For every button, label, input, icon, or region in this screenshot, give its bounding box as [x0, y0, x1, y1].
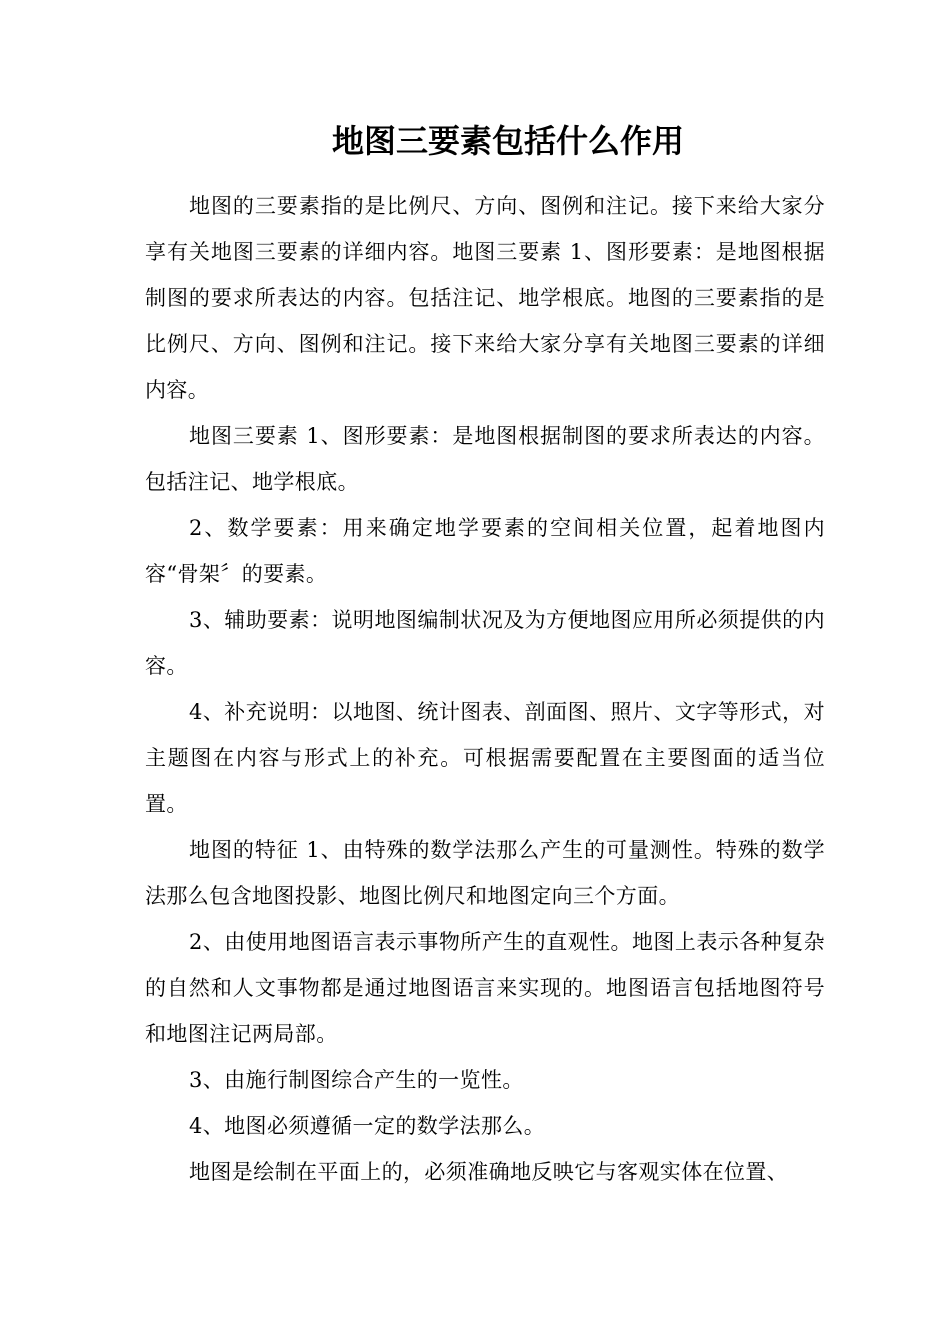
paragraph: 4、补充说明：以地图、统计图表、剖面图、照片、文字等形式，对主题图在内容与形式上的补充。可根据需要配置在主要图面的适当位置。	[145, 700, 825, 816]
document-body	[145, 183, 825, 1195]
paragraph: 2、数学要素：用来确定地学要素的空间相关位置，起着地图内容“骨架〞的要素。	[145, 516, 825, 586]
document-title: 地图三要素包括什么作用	[331, 122, 684, 160]
paragraph: 地图是绘制在平面上的，必须准确地反映它与客观实体在位置、	[189, 1160, 789, 1184]
paragraph: 地图三要素 1、图形要素：是地图根据制图的要求所表达的内容。包括注记、地学根底。	[145, 424, 825, 494]
paragraph: 3、辅助要素：说明地图编制状况及为方便地图应用所必须提供的内容。	[145, 608, 825, 678]
paragraph: 地图的三要素指的是比例尺、方向、图例和注记。接下来给大家分享有关地图三要素的详细内容。地图三要素 1、图形要素：是地图根据制图的要求所表达的内容。包括注记、地学根底。地图的三要素指的是比例尺、方向、图例和注记。接下来给大家分享有关地图三要素的详细内容。	[145, 194, 825, 402]
paragraph: 3、由施行制图综合产生的一览性。	[189, 1068, 524, 1092]
paragraph: 地图的特征 1、由特殊的数学法那么产生的可量测性。特殊的数学法那么包含地图投影、地图比例尺和地图定向三个方面。	[145, 838, 825, 908]
paragraph: 2、由使用地图语言表示事物所产生的直观性。地图上表示各种复杂的自然和人文事物都是通过地图语言来实现的。地图语言包括地图符号和地图注记两局部。	[145, 930, 825, 1046]
paragraph: 4、地图必须遵循一定的数学法那么。	[189, 1114, 546, 1138]
